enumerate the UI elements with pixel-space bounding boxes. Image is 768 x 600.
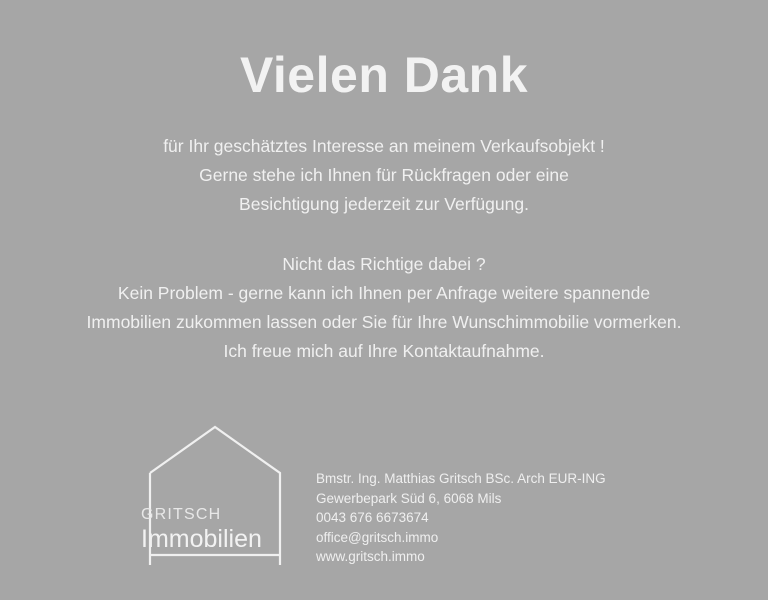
intro-line-2: Gerne stehe ich Ihnen für Rückfragen oder eine <box>199 165 569 185</box>
logo-name-line2: Immobilien <box>141 525 262 553</box>
offer-line-4: Ich freue mich auf Ihre Kontaktaufnahme. <box>223 341 545 361</box>
contact-block <box>316 469 736 567</box>
contact-name: Bmstr. Ing. Matthias Gritsch BSc. Arch EUR-ING <box>316 471 606 486</box>
offer-line-3: Immobilien zukommen lassen oder Sie für Ihre Wunschimmobilie vormerken. <box>86 312 682 332</box>
contact-website[interactable]: www.gritsch.immo <box>316 549 425 564</box>
offer-line-1: Nicht das Richtige dabei ? <box>282 254 486 274</box>
intro-line-1: für Ihr geschätztes Interesse an meinem Verkaufsobjekt ! <box>163 136 605 156</box>
offer-paragraph <box>0 250 768 366</box>
logo-name-line1: GRITSCH <box>141 506 222 523</box>
offer-line-2: Kein Problem - gerne kann ich Ihnen per Anfrage weitere spannende <box>117 283 651 303</box>
contact-address: Gewerbepark Süd 6, 6068 Mils <box>316 490 502 506</box>
logo-wordmark <box>141 505 301 554</box>
contact-phone[interactable]: 0043 676 6673674 <box>316 510 429 525</box>
contact-email[interactable]: office@gritsch.immo <box>316 529 439 545</box>
intro-paragraph <box>0 132 768 219</box>
page-title: Vielen Dank <box>239 47 529 103</box>
intro-line-3: Besichtigung jederzeit zur Verfügung. <box>239 194 529 214</box>
